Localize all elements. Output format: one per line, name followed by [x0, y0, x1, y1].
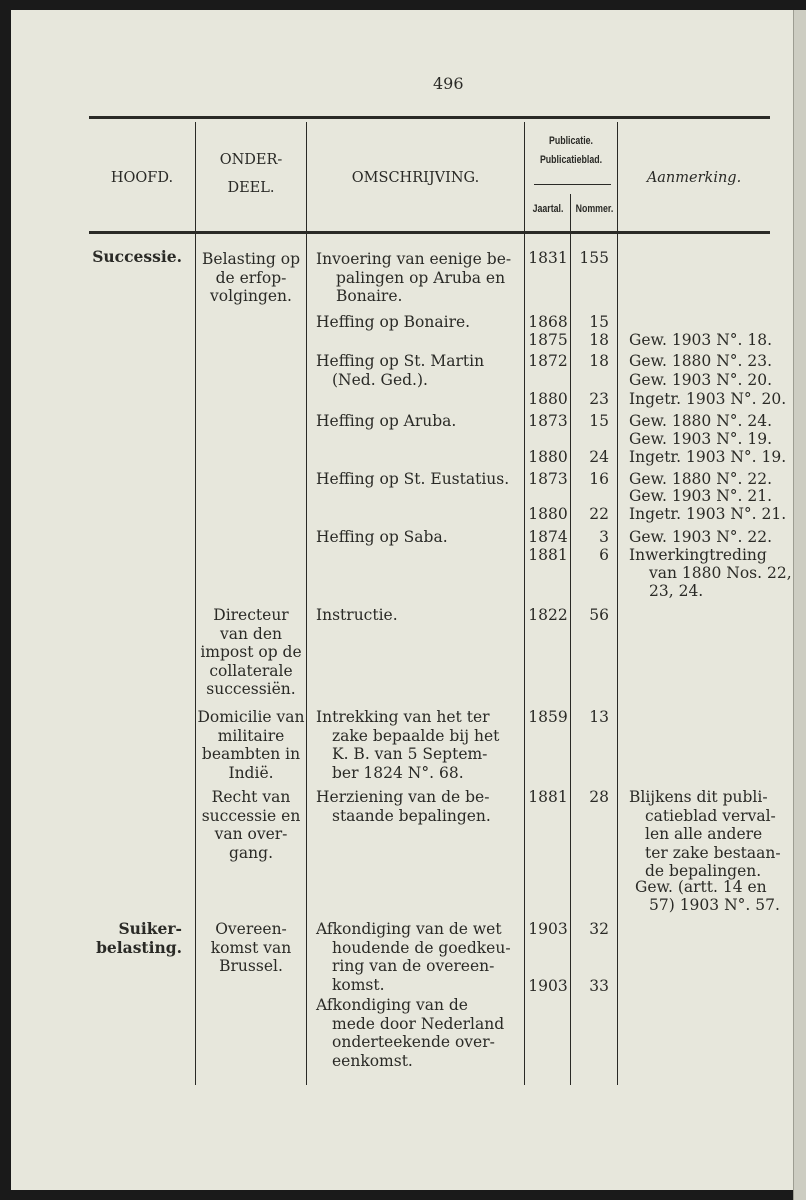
aanmerking-line: Gew. (artt. 14 en: [635, 878, 767, 896]
jaartal-cell: 1880: [528, 505, 568, 523]
aanmerking-line: 23, 24.: [649, 582, 704, 600]
header-jaartal: Jaartal.: [532, 203, 564, 215]
nommer-cell: 24: [589, 448, 609, 466]
omschrijving-intrekking: Intrekking van het ter zake bepaalde bij het K. B. van 5 Septem- ber 1824 N°. 68.: [316, 708, 500, 782]
jaartal-cell: 1822: [528, 606, 568, 624]
aanmerking-line: Gew. 1880 N°. 23.: [629, 352, 773, 370]
omschrijving-aruba: Heffing op Aruba.: [316, 412, 457, 430]
header-publicatie: Publicatie.: [548, 135, 594, 147]
onderdeel-directeur: Directeur van den impost op de collaterale successiën.: [200, 606, 302, 698]
nommer-cell: 32: [589, 920, 609, 938]
nommer-cell: 3: [599, 528, 609, 546]
publicatie-divider: [534, 184, 611, 185]
jaartal-cell: 1880: [528, 390, 568, 408]
aanmerking-line: Gew. 1903 N°. 18.: [629, 331, 773, 349]
aanmerking-line: Gew. 1880 N°. 22.: [629, 470, 773, 488]
onderdeel-domicilie: Domicilie van militaire beambten in Indië.: [197, 708, 305, 782]
top-rule: [89, 116, 770, 119]
header-omschrijving: OMSCHRIJVING.: [351, 170, 480, 186]
jaartal-cell: 1880: [528, 448, 568, 466]
omschrijving-saba: Heffing op Saba.: [316, 528, 448, 546]
jaartal-cell: 1873: [528, 412, 568, 430]
omschrijving-afkondiging-mede: Afkondiging van de mede door Nederland onderteekende over- eenkomst.: [316, 996, 505, 1070]
aanmerking-line: Ingetr. 1903 N°. 20.: [629, 390, 787, 408]
jaartal-cell: 1881: [528, 788, 568, 806]
onderdeel-overeenkomst: Overeen- komst van Brussel.: [210, 920, 292, 975]
jaartal-cell: 1873: [528, 470, 568, 488]
omschrijving-st-martin: Heffing op St. Martin (Ned. Ged.).: [316, 352, 485, 389]
aanmerking-line: 57) 1903 N°. 57.: [649, 896, 780, 914]
omschrijving-invoering: Invoering van eenige be- palingen op Aruba en Bonaire.: [316, 250, 512, 305]
omschrijving-st-eustatius: Heffing op St. Eustatius.: [316, 470, 510, 488]
header-publicatieblad: Publicatieblad.: [539, 154, 603, 166]
header-nommer: Nommer.: [575, 203, 614, 215]
aanmerking-line: Gew. 1903 N°. 19.: [629, 430, 773, 448]
jaartal-cell: 1874: [528, 528, 568, 546]
aanmerking-line: Ingetr. 1903 N°. 19.: [629, 448, 787, 466]
jaartal-cell: 1872: [528, 352, 568, 370]
aanmerking-line: Inwerkingtreding: [629, 546, 767, 564]
nommer-cell: 56: [589, 606, 609, 624]
nommer-cell: 15: [589, 313, 609, 331]
jaartal-cell: 1868: [528, 313, 568, 331]
nommer-cell: 28: [589, 788, 609, 806]
nommer-cell: 33: [589, 977, 609, 995]
jaartal-cell: 1831: [528, 249, 568, 267]
column-rule: [306, 122, 307, 1085]
nommer-cell: 15: [589, 412, 609, 430]
nommer-cell: 22: [589, 505, 609, 523]
jaartal-cell: 1903: [528, 977, 568, 995]
omschrijving-afkondiging-wet: Afkondiging van de wet houdende de goedkeu- ring van de overeen- komst.: [316, 920, 511, 994]
page-number: 496: [433, 74, 464, 93]
nommer-cell: 6: [599, 546, 609, 564]
column-rule: [617, 122, 618, 1085]
omschrijving-instructie: Instructie.: [316, 606, 398, 624]
hoofd-successie: Successie.: [92, 247, 182, 266]
omschrijving-bonaire: Heffing op Bonaire.: [316, 313, 471, 331]
aanmerking-line: Gew. 1903 N°. 21.: [629, 487, 773, 505]
jaartal-cell: 1875: [528, 331, 568, 349]
aanmerking-blijkens: Blijkens dit publi- catieblad verval- len alle andere ter zake bestaan- de bepalingen.: [629, 788, 781, 880]
aanmerking-line: Gew. 1903 N°. 22.: [629, 528, 773, 546]
onderdeel-recht: Recht van successie en van over- gang.: [201, 788, 301, 862]
jaartal-cell: 1881: [528, 546, 568, 564]
aanmerking-line: Gew. 1903 N°. 20.: [629, 371, 773, 389]
aanmerking-line: Ingetr. 1903 N°. 21.: [629, 505, 787, 523]
nommer-cell: 23: [589, 390, 609, 408]
jaartal-cell: 1859: [528, 708, 568, 726]
nommer-cell: 155: [579, 249, 609, 267]
omschrijving-herziening: Herziening van de be- staande bepalingen.: [316, 788, 491, 825]
hoofd-suikerbelasting: Suiker- belasting.: [96, 919, 182, 957]
header-onderdeel: ONDER- DEEL.: [219, 152, 283, 196]
header-rule: [89, 231, 770, 234]
page-edge: [793, 10, 806, 1200]
jaartal-cell: 1903: [528, 920, 568, 938]
nommer-cell: 16: [589, 470, 609, 488]
nommer-cell: 13: [589, 708, 609, 726]
nommer-cell: 18: [589, 352, 609, 370]
nommer-cell: 18: [589, 331, 609, 349]
aanmerking-line: Gew. 1880 N°. 24.: [629, 412, 773, 430]
aanmerking-line: van 1880 Nos. 22,: [649, 564, 792, 582]
onderdeel-belasting: Belasting op de erfop- volgingen.: [202, 250, 300, 305]
header-aanmerking: Aanmerking.: [646, 170, 742, 186]
header-hoofd: HOOFD.: [110, 170, 174, 186]
